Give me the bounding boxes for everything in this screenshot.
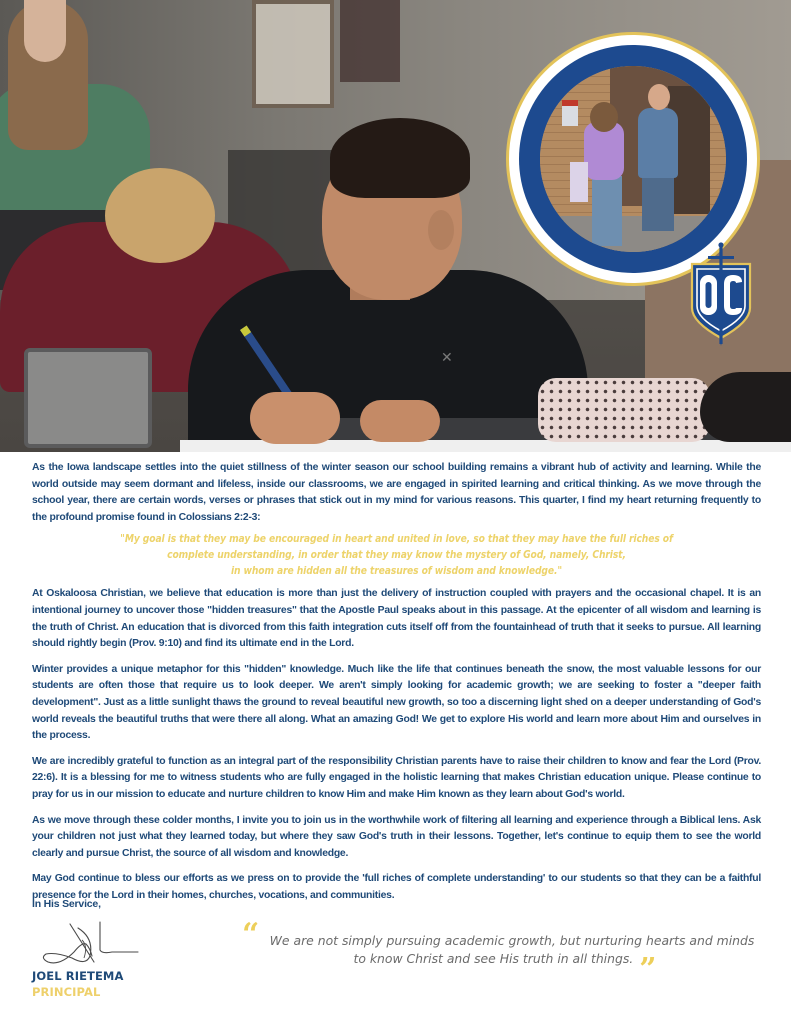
scripture-line: in whom are hidden all the treasures of wisdom and knowledge." <box>230 566 563 578</box>
pull-quote-line: We are not simply pursuing academic growth, but nurturing hearts and minds <box>269 933 755 948</box>
principal-letter <box>32 460 761 913</box>
letter-closing: In His Service, <box>32 898 101 910</box>
scripture-quote <box>32 532 761 580</box>
student-blonde-hair <box>105 168 215 263</box>
oc-shield-logo-icon <box>686 242 756 346</box>
letter-paragraph: May God continue to bless our efforts as we press on to provide the 'full riches of complete understanding' to our students so that they can be a faithful presence for the Lord in their homes, churches, vocations, and communities. <box>32 873 761 901</box>
teacher-face <box>24 0 66 62</box>
wall-poster <box>340 0 400 82</box>
inset-photo <box>540 66 726 252</box>
pencil-pouch <box>538 378 710 442</box>
pull-quote <box>240 917 770 987</box>
letter-paragraph: At Oskaloosa Christian, we believe that education is more than just the delivery of instruction coupled with prayers and the occasional chapel. It is an intentional journey to uncover those "hidden treasures" that the Apostle Paul speaks about in this passage. At the epicenter of all wisdom and learning is the truth of Christ. An education that is divorced from this faith integration cuts itself off from the fountainhead of truth that it seeks to pursue. All learning should rightly begin (Prov. 9:10) and find its ultimate end in the Lord. <box>32 588 761 650</box>
student-legs <box>592 176 622 246</box>
boy-ear <box>428 210 454 250</box>
scripture-line: "My goal is that they may be encouraged in heart and united in love, so that they may have the full riches of <box>120 534 673 546</box>
principal-head <box>648 84 670 110</box>
letter-paragraph: As we move through these colder months, I invite you to join us in the worthwhile work of filtering all learning and experience through a Biblical lens. Ask your children not just what they learned today, but where they saw God's truth in their lessons. Together, let's continue to equip them to see the world clearly and pursue Christ, the source of all wisdom and knowledge. <box>32 814 761 859</box>
principal-blue-suit <box>638 108 678 178</box>
principal-legs <box>642 176 674 231</box>
close-quote-icon: ” <box>639 952 657 987</box>
signer-title: PRINCIPAL <box>32 985 101 999</box>
wall-sign <box>562 100 578 126</box>
open-quote-icon: “ <box>242 917 260 952</box>
wall-poster <box>252 0 334 108</box>
letter-paragraph: We are incredibly grateful to function as an integral part of the responsibility Christian parents have to raise their children to know and fear the Lord (Prov. 22:6). It is a blessing for me to witness students who are fully engaged in the holistic learning that makes Christian education unique. Please continue to pray for us in our mission to educate and nurture children to know Him and make Him known as they learn about God's world. <box>32 755 761 800</box>
student-arm <box>700 372 791 442</box>
hero-photo <box>0 0 791 452</box>
classroom-chair <box>24 348 152 448</box>
student-bag <box>570 162 588 202</box>
signer-name: JOEL RIETEMA <box>32 969 124 983</box>
scripture-line: complete understanding, in order that they may know the mystery of God, namely, Christ, <box>167 550 626 562</box>
signature-icon <box>42 918 142 970</box>
pull-quote-line: to know Christ and see His truth in all things. <box>353 951 634 966</box>
boy-hand <box>250 392 340 444</box>
boy-hair <box>330 118 470 198</box>
student-hair <box>590 102 618 132</box>
inset-photo-blue-ring <box>519 45 747 273</box>
letter-paragraph: As the Iowa landscape settles into the quiet stillness of the winter season our school building remains a vibrant hub of activity and learning. While the world outside may seem dormant and lifeless, inside our classrooms, we are engaged in spirited learning and critical thinking. As we move through the school year, there are certain words, verses or phrases that stick out in my mind for various reasons. This quarter, I find my heart returning frequently to the profound promise found in Colossians 2:2-3: <box>32 462 761 523</box>
shirt-logo-icon: ✕ <box>441 350 453 366</box>
boy-hand <box>360 400 440 442</box>
letter-paragraph: Winter provides a unique metaphor for this "hidden" knowledge. Much like the life that continues beneath the snow, the most valuable lessons for our students are often those that require us to look deeper. We aren't simply looking for academic growth; we are seeking to foster a "deeper faith development". Just as a little sunlight thaws the ground to reveal beautiful new growth, so too a discerning light shed on a deeper understanding of God's world reveals the beautiful truths that were there all along. What an amazing God! We get to explore His world and learn more about Him and ourselves in the process. <box>32 663 761 742</box>
